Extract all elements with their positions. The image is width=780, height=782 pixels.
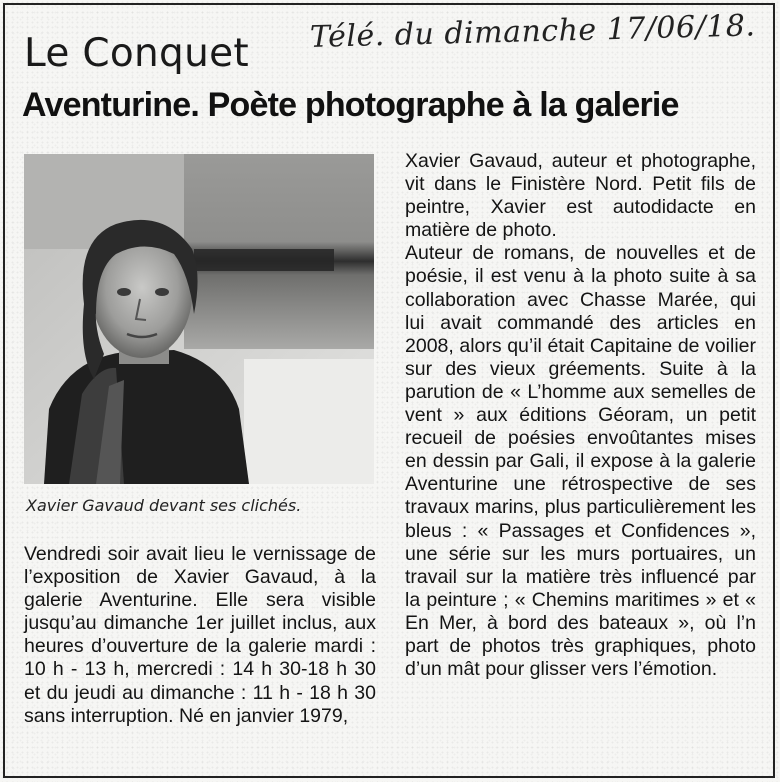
photo-caption: Xavier Gavaud devant ses clichés. <box>26 496 302 515</box>
article-headline: Aventurine. Poète photographe à la galerie <box>22 86 679 124</box>
article-kicker: Le Conquet <box>24 31 250 76</box>
article-photo <box>24 154 374 484</box>
portrait-photo-illustration <box>24 154 374 484</box>
article-paragraph: Xavier Gavaud, auteur et photographe, vit dans le Finistère Nord. Petit fils de peintre, Xavier est autodidacte en matière de photo. <box>405 150 756 242</box>
handwritten-date-note: Télé. du dimanche 17/06/18. <box>309 8 756 55</box>
article-left-column <box>24 543 376 728</box>
article-paragraph: Vendredi soir avait lieu le vernissage de l’exposition de Xavier Gavaud, à la galerie Aventurine. Elle sera visible jusqu’au dimanche 1er juillet inclus, aux heures d’ouverture de la galerie mardi : 10 h - 13 h, mercredi : 14 h 30-18 h 30 et du jeudi au dimanche : 11 h - 18 h 30 sans interruption. Né en janvier 1979, <box>24 543 376 727</box>
article-paragraph: Auteur de romans, de nouvelles et de poésie, il est venu à la photo suite à sa collaboration avec Chasse Marée, qui lui avait commandé des articles en 2008, alors qu’il était Capitaine de voilier sur des vieux gréements. Suite à la parution de « L’homme aux semelles de vent » aux éditions Géoram, un petit recueil de poésies envoûtantes mises en dessin par Gali, il expose à la galerie Aventurine une rétrospective de ses travaux marins, plus particulièrement les bleus : « Passages et Confidences », une série sur les murs portuaires, un travail sur la matière très influencé par la peinture ; « Chemins maritimes » et « En Mer, à bord des bateaux », où l’n part de photos très graphiques, photo d’un mât pour glisser vers l’émotion. <box>405 242 756 681</box>
article-right-column <box>405 150 756 681</box>
